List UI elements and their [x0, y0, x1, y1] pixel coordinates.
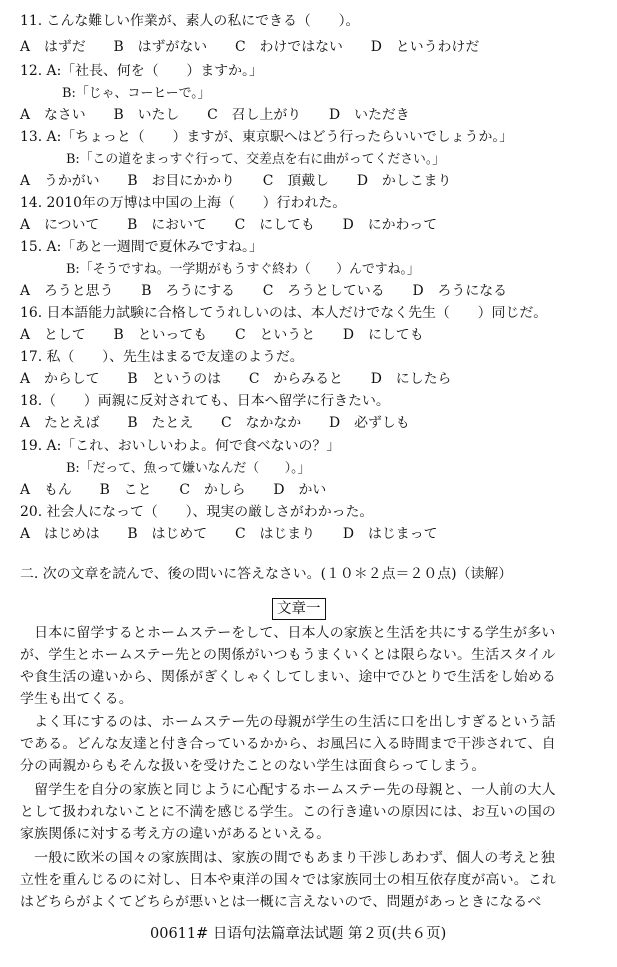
question-16-stem: 16. 日本語能力試験に合格してうれしいのは、本人だけでなく先生（ ）同じだ。 [20, 305, 548, 321]
passage-line: として扱われないことに不満を感じる学生。この行き違いの原因には、お互いの国の [20, 804, 557, 820]
question-15-reply: B:「そうですね。一学期がもうすぐ終わ（ ）んですね。」 [66, 262, 420, 277]
question-14-options: A について B において C にしても D にかわって [20, 217, 438, 233]
question-13-reply: B:「この道をまっすぐ行って、交差点を右に曲がってください。」 [66, 152, 446, 167]
question-18-stem: 18.（ ）両親に反対されても、日本へ留学に行きたい。 [20, 393, 390, 409]
passage-line: 立性を重んじるのに対し、日本や東洋の国々では家族同士の相互依存度が高い。これ [20, 872, 557, 888]
question-20-options: A はじめは B はじめて C はじまり D はじまって [20, 526, 438, 542]
passage-line: 一般に欧米の国々の家族間は、家族の間でもあまり干渉しあわず、個人の考えと独 [20, 850, 555, 866]
passage-line: 学生も出てくる。 [20, 691, 133, 707]
question-19-reply: B:「だって、魚って嫌いなんだ（ ）。」 [66, 461, 311, 476]
passage-line: や食生活の違いから、関係がぎくしゃくしてしまい、途中でひとりで生活をし始める [20, 669, 557, 685]
question-20-stem: 20. 社会人になって（ ）、現実の厳しさがわかった。 [20, 504, 374, 520]
question-19-stem: 19. A:「これ、おいしいわよ。何で食べないの？」 [20, 438, 341, 454]
question-19-options: A もん B こと C かしら D かい [20, 482, 327, 498]
passage-title: 文章一 [272, 598, 326, 620]
passage-line: 家族関係に対する考え方の違いがあるといえる。 [20, 826, 331, 842]
question-15-stem: 15. A:「あと一週間で夏休みですね。」 [20, 239, 263, 255]
question-13-stem: 13. A:「ちょっと（ ）ますが、東京駅へはどう行ったらいいでしょうか。」 [20, 129, 514, 145]
question-17-options: A からして B というのは C からみると D にしたら [20, 371, 452, 387]
passage-line: 日本に留学するとホームステーをして、日本人の家族と生活を共にする学生が多い [20, 625, 556, 641]
section-heading: 二. 次の文章を読んで、後の問いに答えなさい。(１０＊２点＝２０点)（读解） [20, 566, 513, 582]
question-17-stem: 17. 私（ ）、先生はまるで友達のようだ。 [20, 349, 304, 365]
passage-line: 留学生を自分の家族と同じように心配するホームステー先の母親と、一人前の大人 [20, 782, 556, 798]
passage-line: が、学生とホームステー先との関係がいつもうまくいくとは限らない。生活スタイル [20, 647, 556, 663]
passage-line: はどちらがよくてどちらが悪いとは一概に言えないので、問題があっときになるべ [20, 894, 542, 910]
question-15-options: A ろうと思う B ろうにする C ろうとしている D ろうになる [20, 283, 508, 299]
question-13-options: A うかがい B お目にかかり C 頂戴し D かしこまり [20, 173, 452, 189]
question-11-options: A はずだ B はずがない C わけではない D というわけだ [20, 39, 480, 55]
question-16-options: A として B といっても C というと D にしても [20, 327, 424, 343]
question-12-reply: B:「じゃ、コーヒーで。」 [62, 86, 211, 101]
passage-line: である。どんな友達と付き合っているかから、お風呂に入る時間まで干渉されて、自 [20, 736, 556, 752]
passage-line: 分の両親からもそんな扱いを受けたことのない学生は面食らってしまう。 [20, 758, 486, 774]
question-18-options: A たとえば B たとえ C なかなか D 必ずしも [20, 415, 410, 431]
question-14-stem: 14. 2010年の万博は中国の上海（ ）行われた。 [20, 195, 347, 211]
question-12-stem: 12. A:「社長、何を（ ）ますか。」 [20, 63, 263, 79]
question-11-stem: 11. こんな難しい作業が、素人の私にできる（ ）。 [20, 13, 360, 29]
page-footer: 00611# 日语句法篇章法试题 第２页(共６页) [150, 926, 447, 942]
question-12-options: A なさい B いたし C 召し上がり D いただき [20, 107, 410, 123]
passage-line: よく耳にするのは、ホームステー先の母親が学生の生活に口を出しすぎるという話 [20, 714, 556, 730]
